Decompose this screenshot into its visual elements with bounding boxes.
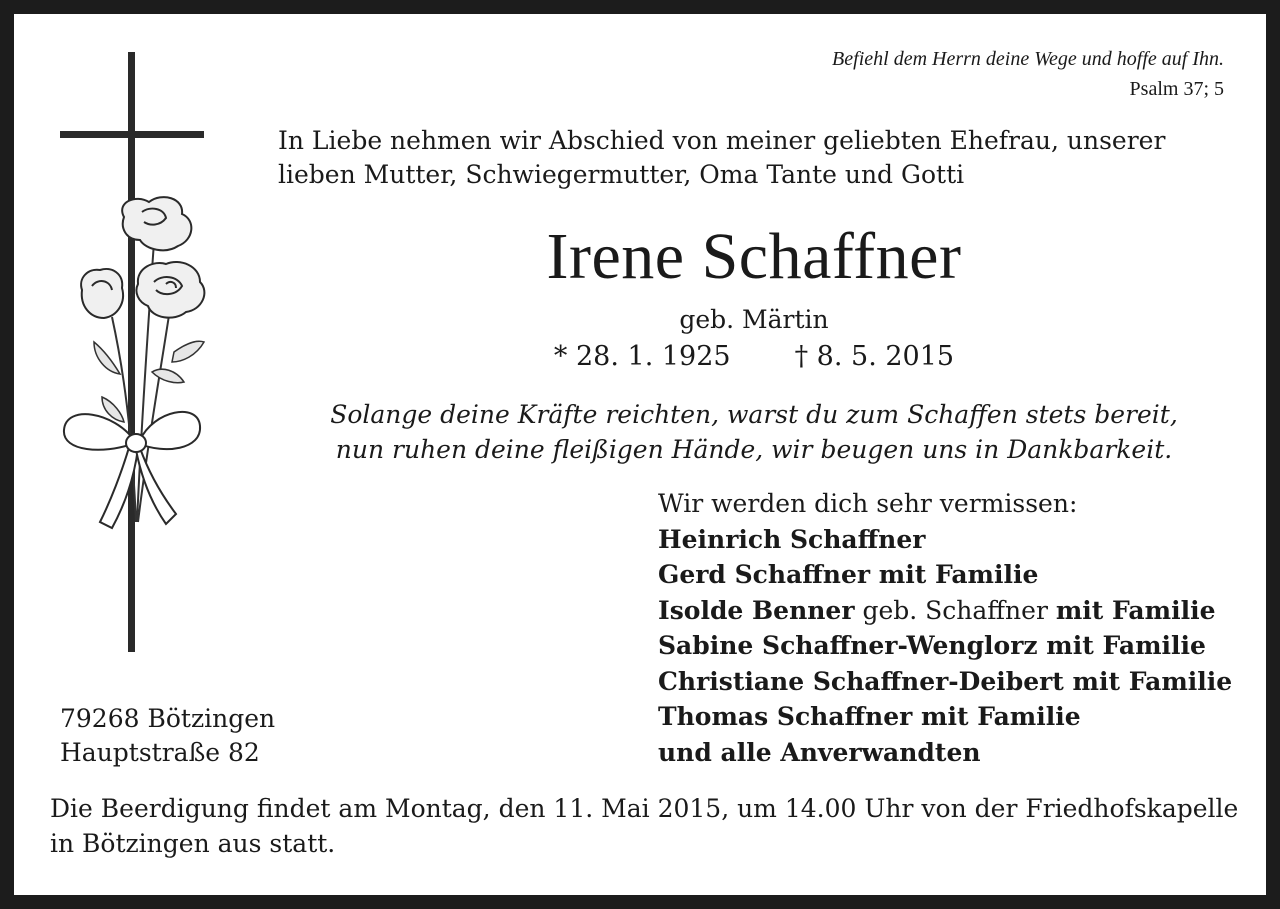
birth-date: * 28. 1. 1925: [553, 341, 731, 372]
mourner-line: Sabine Schaffner-Wenglorz mit Familie: [658, 631, 1206, 660]
death-date: † 8. 5. 2015: [794, 341, 955, 372]
obituary-notice: [14, 14, 1266, 895]
verse-line: Solange deine Kräfte reichten, warst du zum Schaffen stets bereit,: [330, 400, 1178, 429]
intro-text: In Liebe nehmen wir Abschied von meiner geliebten Ehefrau, unserer lieben Mutter, Schwiegermutter, Oma Tante und Gotti: [278, 126, 1166, 189]
deceased-name: Irene Schaffner: [546, 220, 962, 293]
mourner-line: Gerd Schaffner mit Familie: [658, 560, 1039, 589]
mourner-family: mit Familie: [1055, 595, 1216, 625]
address-city: 79268 Bötzingen: [60, 704, 276, 733]
cross-with-roses-illustration: [54, 52, 214, 662]
mourner-name: Isolde Benner: [658, 595, 855, 625]
address: [60, 702, 275, 770]
psalm-quote: Befiehl dem Herrn deine Wege und hoffe auf Ihn.: [832, 48, 1224, 70]
mourner-maiden-name: geb. Schaffner: [862, 595, 1048, 625]
life-dates: [278, 341, 1230, 372]
funeral-notice: Die Beerdigung findet am Montag, den 11. Mai 2015, um 14.00 Uhr von der Friedhofskapelle in Bötzingen aus statt.: [50, 794, 1239, 858]
mourner-line: Christiane Schaffner-Deibert mit Familie: [658, 666, 1233, 696]
memorial-verse: [278, 397, 1230, 467]
psalm-reference: Psalm 37; 5: [1129, 78, 1224, 100]
mourner-line: [658, 593, 1232, 629]
address-street: Hauptstraße 82: [60, 738, 260, 767]
mourner-line: Heinrich Schaffner: [658, 524, 926, 554]
mourners-list: [658, 486, 1232, 770]
mourner-line: und alle Anverwandten: [658, 737, 981, 767]
mourners-heading: Wir werden dich sehr vermissen:: [658, 489, 1078, 518]
mourner-line: Thomas Schaffner mit Familie: [658, 702, 1081, 731]
maiden-name: geb. Märtin: [679, 305, 829, 334]
verse-line: nun ruhen deine fleißigen Hände, wir beugen uns in Dankbarkeit.: [335, 435, 1173, 464]
